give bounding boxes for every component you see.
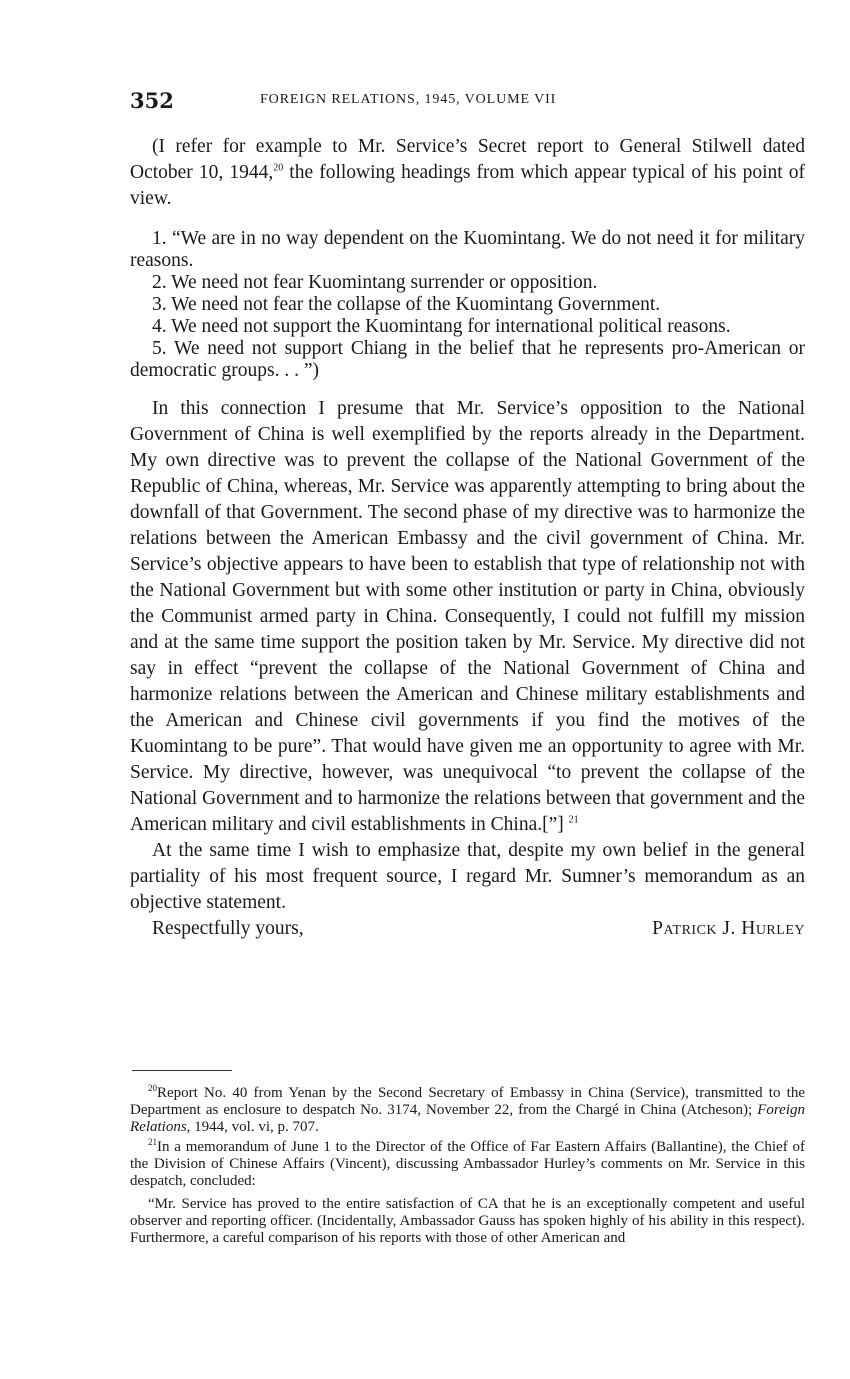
- salutation: Respectfully yours,: [152, 918, 304, 939]
- body-paragraph-2: At the same time I wish to emphasize that, despite my own belief in the general partiality of his most frequent source, I regard Mr. Sumner’s memorandum as an objective statement.: [130, 840, 805, 913]
- list-item: 5. We need not support Chiang in the belief that he represents pro-American or democratic groups. . . ”): [130, 338, 805, 381]
- running-head: FOREIGN RELATIONS, 1945, VOLUME VII: [260, 92, 557, 107]
- footnote-number: 20: [148, 1083, 157, 1093]
- closing: [130, 916, 805, 942]
- body-paragraph-1: [130, 396, 805, 838]
- footnote-20: [130, 1085, 805, 1136]
- footnote-ref-21: 21: [568, 814, 579, 826]
- page-header: [130, 88, 805, 118]
- footnotes: [130, 1085, 805, 1250]
- footnote-number: 21: [148, 1137, 157, 1147]
- footnote-ref-20: 20: [273, 162, 284, 174]
- intro-paragraph: [130, 134, 805, 212]
- list-item: 1. “We are in no way dependent on the Kuomintang. We do not need it for military reasons.: [130, 228, 805, 271]
- signature: Patrick J. Hurley: [652, 918, 805, 939]
- headings-list: [130, 228, 805, 382]
- main-text: [130, 134, 805, 942]
- intro-text-b: the following headings from which appear typical of his point of view.: [130, 162, 805, 209]
- para1-text: In this connection I presume that Mr. Service’s opposition to the National Government of China is well exemplified by the reports already in the Department. My own directive was to prevent the collapse of the National Government of the Republic of China, whereas, Mr. Service was apparently attempting to bring about the downfall of that Government. The second phase of my directive was to harmonize the relations between the American Embassy and the civil government of China. Mr. Service’s objective appears to have been to establish that type of relationship not with the National Government but with some other institution or party in China, obviously the Communist armed party in China. Consequently, I could not fulfill my mission and at the same time support the position taken by Mr. Service. My directive did not say in effect “prevent the collapse of the National Government of China and harmonize relations between the American and Chinese military establishments and the American and Chinese civil governments if you find the motives of the Kuomintang to be pure”. That would have given me an opportunity to agree with Mr. Service. My directive, however, was unequivocal “to prevent the collapse of the National Government and to harmonize the relations between that government and the American military and civil establishments in China.[”]: [130, 398, 805, 835]
- footnote-rule: [132, 1070, 232, 1071]
- list-item: 3. We need not fear the collapse of the Kuomintang Government.: [152, 294, 661, 315]
- footnote-20-text-a: Report No. 40 from Yenan by the Second Secretary of Embassy in China (Service), transmitted to the Department as enclosure to despatch No. 3174, November 22, from the Chargé in China (Atcheson);: [130, 1085, 805, 1118]
- list-item: 2. We need not fear Kuomintang surrender or opposition.: [152, 272, 598, 293]
- footnote-20-italic: Foreign Relations: [130, 1102, 805, 1135]
- intro-text-a: (I refer for example to Mr. Service’s Secret report to General Stilwell dated October 10, 1944,: [130, 136, 805, 183]
- footnote-20-text-b: , 1944, vol. vi, p. 707.: [186, 1119, 319, 1135]
- list-item: 4. We need not support the Kuomintang for international political reasons.: [152, 316, 731, 337]
- footnote-quote: “Mr. Service has proved to the entire satisfaction of CA that he is an exceptionally competent and useful observer and reporting officer. (Incidentally, Ambassador Gauss has spoken highly of his ability in this respect). Furthermore, a careful comparison of his reports with those of other American and: [130, 1196, 805, 1246]
- footnote-21-text: In a memorandum of June 1 to the Director of the Office of Far Eastern Affairs (Ballantine), the Chief of the Division of Chinese Affairs (Vincent), discussing Ambassador Hurley’s comments on Mr. Service in this despatch, concluded:: [130, 1139, 805, 1189]
- footnote-21: [130, 1139, 805, 1190]
- page-number: 352: [130, 88, 174, 113]
